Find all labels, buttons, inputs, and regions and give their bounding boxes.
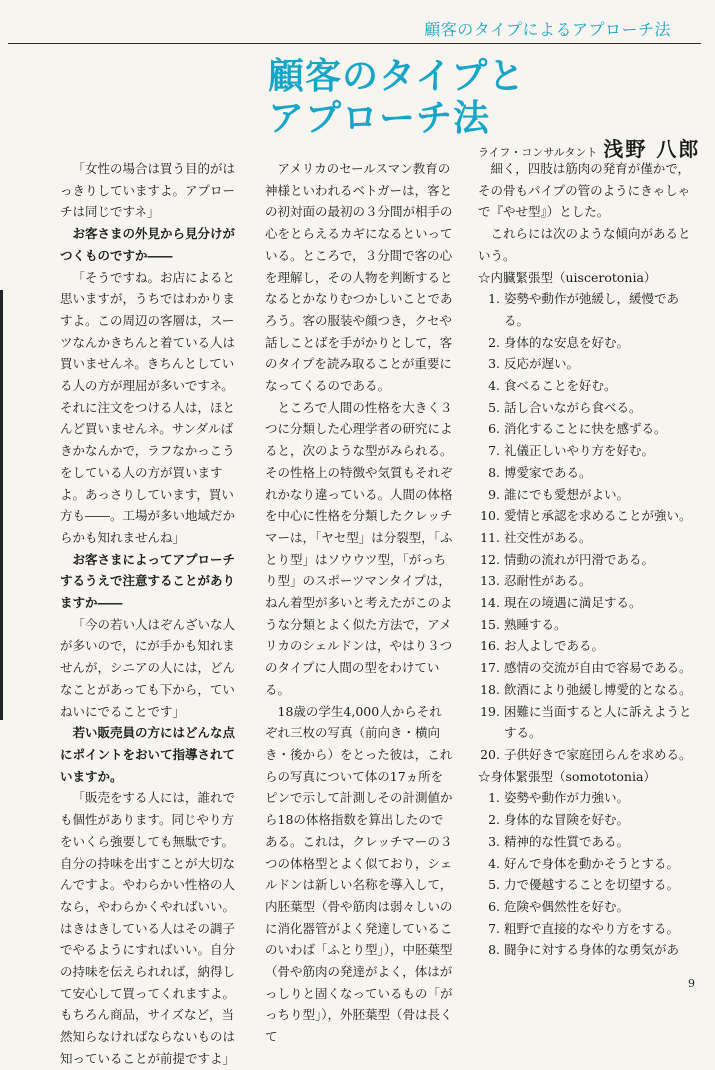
list-item (478, 809, 693, 831)
item-number: 20. (480, 746, 500, 762)
paragraph: 細く，四肢は筋肉の発育が僅かで，その骨もパイプの管のようにきゃしゃで『やせ型』）とした。 (478, 161, 691, 220)
interview-answer: 「今の若い人はぞんざいな人が多いので，にが手かも知れませんが，シニアの人には，どんなことがあっても下から，ていねいにでることです」 (60, 616, 236, 719)
item-text: 博愛家である。 (504, 464, 592, 480)
list-item (478, 614, 693, 636)
list-item (478, 570, 693, 592)
item-number: 12. (480, 551, 500, 567)
section-heading-somatic: ☆身体緊張型（somototonia） (478, 768, 656, 784)
interview-question: 若い販売員の方にはどんな点にポイントをおいて指導されていますか。 (60, 725, 236, 784)
item-text: 社交性がある。 (504, 529, 592, 545)
interview-answer: 「そうですね。お店によると思いますが，うちではわかりますよ。この周辺の客層は，スーツなんかきちんと着ている人は買いませんネ。きちんとしている人の方が理屈が多いですネ。それに注文をつける人は，ほとんど買いませんネ。サンダルばきかなんかで，ラフなかっこうをしている人の方が買いますよ。あっさりしています，買い方も――。工場が多い地域だからかも知れませんね」 (60, 269, 236, 545)
item-text: 飲酒により弛緩し博愛的となる。 (504, 681, 692, 697)
item-text: 愛情と承認を求めることが強い。 (504, 508, 692, 524)
interview-answer: 「販売をする人には，誰れでも個性があります。同じやり方をいくら強要しても無駄です。自分の持味を出すことが大切なんですよ。やわらかい性格の人なら，やわらかくやればいい。はきはきしている人はその調子でやるようにすればいい。自分の持味を伝えられれば，納得して安心して買ってくれますよ。もちろん商品，サイズなど，当然知らなければならないものは知っていることが前提ですよ」 (60, 790, 236, 1066)
item-number: 5. (488, 877, 500, 893)
item-text: 身体的な安息を好む。 (504, 334, 630, 350)
running-header (0, 0, 715, 46)
item-number: 17. (480, 660, 500, 676)
item-text: 誰にでも愛想がよい。 (504, 486, 630, 502)
item-text: 危険や偶然性を好む。 (504, 898, 630, 914)
item-number: 1. (488, 790, 500, 806)
item-text: お人よしである。 (504, 638, 605, 654)
item-text: 精神的な性質である。 (504, 833, 630, 849)
list-item (478, 701, 693, 744)
interview-question: お客さまの外見から見分けがつくものですか―― (60, 226, 236, 263)
paragraph: アメリカのセールスマン教育の神様といわれるベトガーは，客との初対面の最初の３分間が相手の心をとらえるカギになるといっている。ところで，３分間で客の心を理解し，その人物を判断するとなるとかなりむつかしいことであろう。客の服装や顔つき，クセや話しことばを手がかりとして，客のタイプを読み取ることが重要になってくるのである。 (265, 161, 453, 394)
item-text: 忍耐性がある。 (504, 573, 592, 589)
item-number: 10. (480, 508, 500, 524)
list-item (478, 744, 693, 766)
column-1 (60, 158, 240, 1070)
item-text: 感情の交流が自由で容易である。 (504, 660, 692, 676)
page-number: 9 (688, 977, 695, 990)
item-text: 力で優越することを切望する。 (504, 877, 680, 893)
list-item (478, 853, 693, 875)
item-number: 1. (488, 291, 500, 307)
title-line-1: 顧客のタイプと (268, 56, 526, 97)
column-2 (265, 158, 453, 1048)
paragraph: 18歳の学生4,000人からそれぞれ三枚の写真（前向き・横向き・後から）をとった彼は，これらの写真について体の17ヵ所をピンで示して計測しその計測値から18の体格指数を算出したのである。これは，クレッチマーの３つの体格型とよく似ており，シェルドンは新しい名称を導入して，内胚葉型（骨や筋肉は弱々しいのに消化器管がよく発達しているこのいわば「ふとり型」），中胚葉型（骨や筋肉の発達がよく，体はがっしりと固くなっているもの「がっちり型」），外胚葉型（骨は長くて (265, 703, 453, 1045)
list-item (478, 462, 693, 484)
interview-question: お客さまによってアプローチするうえで注意することがありますか―― (60, 551, 236, 611)
header-rule (8, 43, 701, 44)
list-item (478, 657, 693, 679)
item-number: 13. (480, 573, 500, 589)
item-number: 3. (488, 356, 500, 372)
paragraph: これらには次のような傾向があるという。 (478, 226, 691, 263)
interview-answer: 「女性の場合は買う目的がはっきりしていますよ。アプローチは同じですネ」 (60, 161, 236, 220)
item-text: 礼儀正しいやり方を好む。 (504, 443, 655, 459)
item-number: 19. (480, 703, 500, 719)
item-number: 8. (488, 464, 500, 480)
list-item (478, 592, 693, 614)
list-item (478, 831, 693, 853)
list-item (478, 332, 693, 354)
item-number: 6. (488, 898, 500, 914)
item-text: 反応が遅い。 (504, 356, 580, 372)
item-text: 姿勢や動作が力強い。 (504, 790, 630, 806)
section-heading-visceral: ☆内臓緊張型（uiscerotonia） (478, 269, 657, 285)
author-name: 浅野 八郎 (603, 137, 701, 161)
item-number: 7. (488, 920, 500, 936)
item-number: 16. (480, 638, 500, 654)
list-item (478, 939, 693, 961)
list-item (478, 288, 693, 331)
title-line-2: アプローチ法 (268, 98, 491, 139)
item-number: 7. (488, 443, 500, 459)
item-number: 9. (488, 486, 500, 502)
item-number: 14. (480, 595, 500, 611)
list-item (478, 874, 693, 896)
list-item (478, 527, 693, 549)
list-item (478, 918, 693, 940)
list-item (478, 549, 693, 571)
item-number: 6. (488, 421, 500, 437)
list-item (478, 787, 693, 809)
author-role: ライフ・コンサルタント (478, 146, 598, 159)
paragraph: ところで人間の性格を大きく３つに分類した心理学者の研究によると，次のような型がみられる。その性格上の特徴や気質もそれぞれかなり違っている。人間の体格を中心に性格を分類したクレッチマーは，「ヤセ型」は分裂型，「ふとり型」はソウウツ型，「がっちり型」のスポーツマンタイプは，ねん着型が多いと考えたがこのような分類とよく似た方法で，アメリカのシェルドンは，やはり３つのタイプに人間の型をわけている。 (265, 399, 453, 697)
trait-list-visceral (478, 288, 693, 765)
item-text: 情動の流れが円滑である。 (504, 551, 655, 567)
item-number: 3. (488, 833, 500, 849)
item-text: 好んで身体を動かそうとする。 (504, 855, 680, 871)
item-text: 話し合いながら食べる。 (504, 399, 642, 415)
item-text: 粗野で直接的なやり方をする。 (504, 920, 680, 936)
item-number: 2. (488, 812, 500, 828)
item-text: 困難に当面すると人に訴えようとする。 (504, 703, 692, 741)
item-text: 現在の境遇に満足する。 (504, 595, 642, 611)
list-item (478, 505, 693, 527)
item-text: 子供好きで家庭団らんを求める。 (504, 746, 692, 762)
section-tag: 顧客のタイプによるアプローチ法 (424, 20, 671, 39)
item-text: 消化することに快を感ずる。 (504, 421, 667, 437)
list-item (478, 635, 693, 657)
list-item (478, 440, 693, 462)
list-item (478, 375, 693, 397)
list-item (478, 896, 693, 918)
item-text: 姿勢や動作が弛緩し，緩慢である。 (504, 291, 680, 328)
item-text: 身体的な冒険を好む。 (504, 812, 630, 828)
item-number: 18. (480, 681, 500, 697)
list-item (478, 353, 693, 375)
list-item (478, 397, 693, 419)
list-item (478, 418, 693, 440)
item-text: 熟睡する。 (504, 616, 567, 632)
item-number: 11. (480, 529, 500, 545)
item-number: 15. (480, 616, 500, 632)
item-number: 8. (488, 942, 500, 958)
list-item (478, 484, 693, 506)
item-number: 5. (488, 399, 500, 415)
page-edge (0, 290, 3, 720)
item-number: 4. (488, 855, 500, 871)
item-number: 2. (488, 334, 500, 350)
article-title (268, 56, 525, 140)
trait-list-somatic (478, 787, 693, 961)
column-3 (478, 158, 693, 961)
item-number: 4. (488, 378, 500, 394)
item-text: 食べることを好む。 (504, 378, 617, 394)
item-text: 闘争に対する身体的な勇気があ (504, 942, 680, 958)
list-item (478, 679, 693, 701)
